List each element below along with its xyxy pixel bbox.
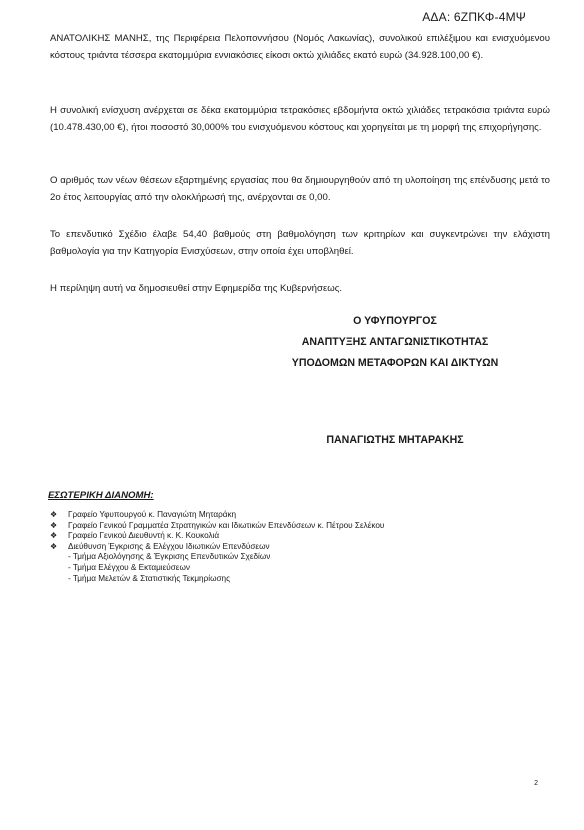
- signatory-name: ΠΑΝΑΓΙΩΤΗΣ ΜΗΤΑΡΑΚΗΣ: [326, 434, 464, 446]
- internal-distribution-heading: ΕΣΩΤΕΡΙΚΗ ΔΙΑΝΟΜΗ:: [48, 490, 154, 501]
- distribution-item: [48, 531, 384, 542]
- paragraph-publication-order: Η περίληψη αυτή να δημοσιευθεί στην Εφημερίδα της Κυβερνήσεως.: [50, 283, 343, 294]
- paragraph-total-aid: Η συνολική ενίσχυση ανέρχεται σε δέκα εκατομμύρια τετρακόσιες εβδομήντα οκτώ χιλιάδες τετρακόσια τριάντα ευρώ (10.478.430,00 €), ήτοι ποσοστό 30,000% του ενισχυόμενου κόστους και χορηγείται με τη μορφή της επιχορήγησης.: [50, 105, 550, 133]
- distribution-subitem: [48, 574, 384, 585]
- paragraph-project-cost: ΑΝΑΤΟΛΙΚΗΣ ΜΑΝΗΣ, της Περιφέρεια Πελοποννήσου (Νομός Λακωνίας), συνολικού επιλέξιμου και ενισχυόμενου κόστους τριάντα τέσσερα εκατομμύρια εννιακόσιες είκοσι οκτώ χιλιάδες εκατό ευρώ (34.928.100,00 €).: [50, 33, 550, 61]
- distribution-item-label: Γραφείο Υφυπουργού κ. Παναγιώτη Μηταράκη: [68, 510, 237, 519]
- signature-title: Ο ΥΦΥΠΟΥΡΓΟΣ: [353, 315, 437, 327]
- distribution-subitem-label: - Τμήμα Αξιολόγησης & Έγκρισης Επενδυτικών Σχεδίων: [68, 552, 271, 562]
- ada-identifier: ΑΔΑ: 6ΖΠΚΦ-4ΜΨ: [422, 10, 526, 24]
- distribution-subitem-label: - Τμήμα Μελετών & Στατιστικής Τεκμηρίωσης: [68, 573, 231, 583]
- diamond-bullet-icon: ❖: [50, 531, 58, 541]
- distribution-item-label: Διεύθυνση Έγκρισης & Ελέγχου Ιδιωτικών Επενδύσεων: [68, 541, 270, 551]
- signature-ministry-line1: ΑΝΑΠΤΥΞΗΣ ΑΝΤΑΓΩΝΙΣΤΙΚΟΤΗΤΑΣ: [301, 336, 489, 348]
- paragraph-new-jobs: Ο αριθμός των νέων θέσεων εξαρτημένης εργασίας που θα δημιουργηθούν από τη υλοποίηση της επένδυσης μετά το 2ο έτος λειτουργίας από την ολοκλήρωσή της, ανέρχονται σε 0,00.: [50, 175, 550, 203]
- distribution-item: [48, 542, 384, 553]
- internal-distribution-list: [48, 510, 384, 584]
- distribution-item: [48, 521, 384, 532]
- distribution-item-label: Γραφείο Γενικού Γραμματέα Στρατηγικών και Ιδιωτικών Επενδύσεων κ. Πέτρου Σελέκου: [68, 520, 385, 530]
- diamond-bullet-icon: ❖: [50, 510, 58, 519]
- diamond-bullet-icon: ❖: [50, 541, 58, 551]
- diamond-bullet-icon: ❖: [50, 520, 58, 530]
- distribution-item-label: Γραφείο Γενικού Διευθυντή κ. Κ. Κουκολιά: [68, 531, 220, 541]
- distribution-subitem: [48, 552, 384, 563]
- paragraph-evaluation-score: Το επενδυτικό Σχέδιο έλαβε 54,40 βαθμούς στη βαθμολόγηση των κριτηρίων και συγκεντρώνει την ελάχιστη βαθμολογία για την Κατηγορία Ενισχύσεων, στην οποία έχει υποβληθεί.: [50, 229, 550, 257]
- page-number: 2: [534, 780, 538, 787]
- distribution-subitem: [48, 563, 384, 574]
- distribution-item: [48, 510, 384, 521]
- distribution-subitem-label: - Τμήμα Ελέγχου & Εκταμιεύσεων: [68, 562, 190, 572]
- signature-ministry-line2: ΥΠΟΔΟΜΩΝ ΜΕΤΑΦΟΡΩΝ ΚΑΙ ΔΙΚΤΥΩΝ: [291, 357, 499, 369]
